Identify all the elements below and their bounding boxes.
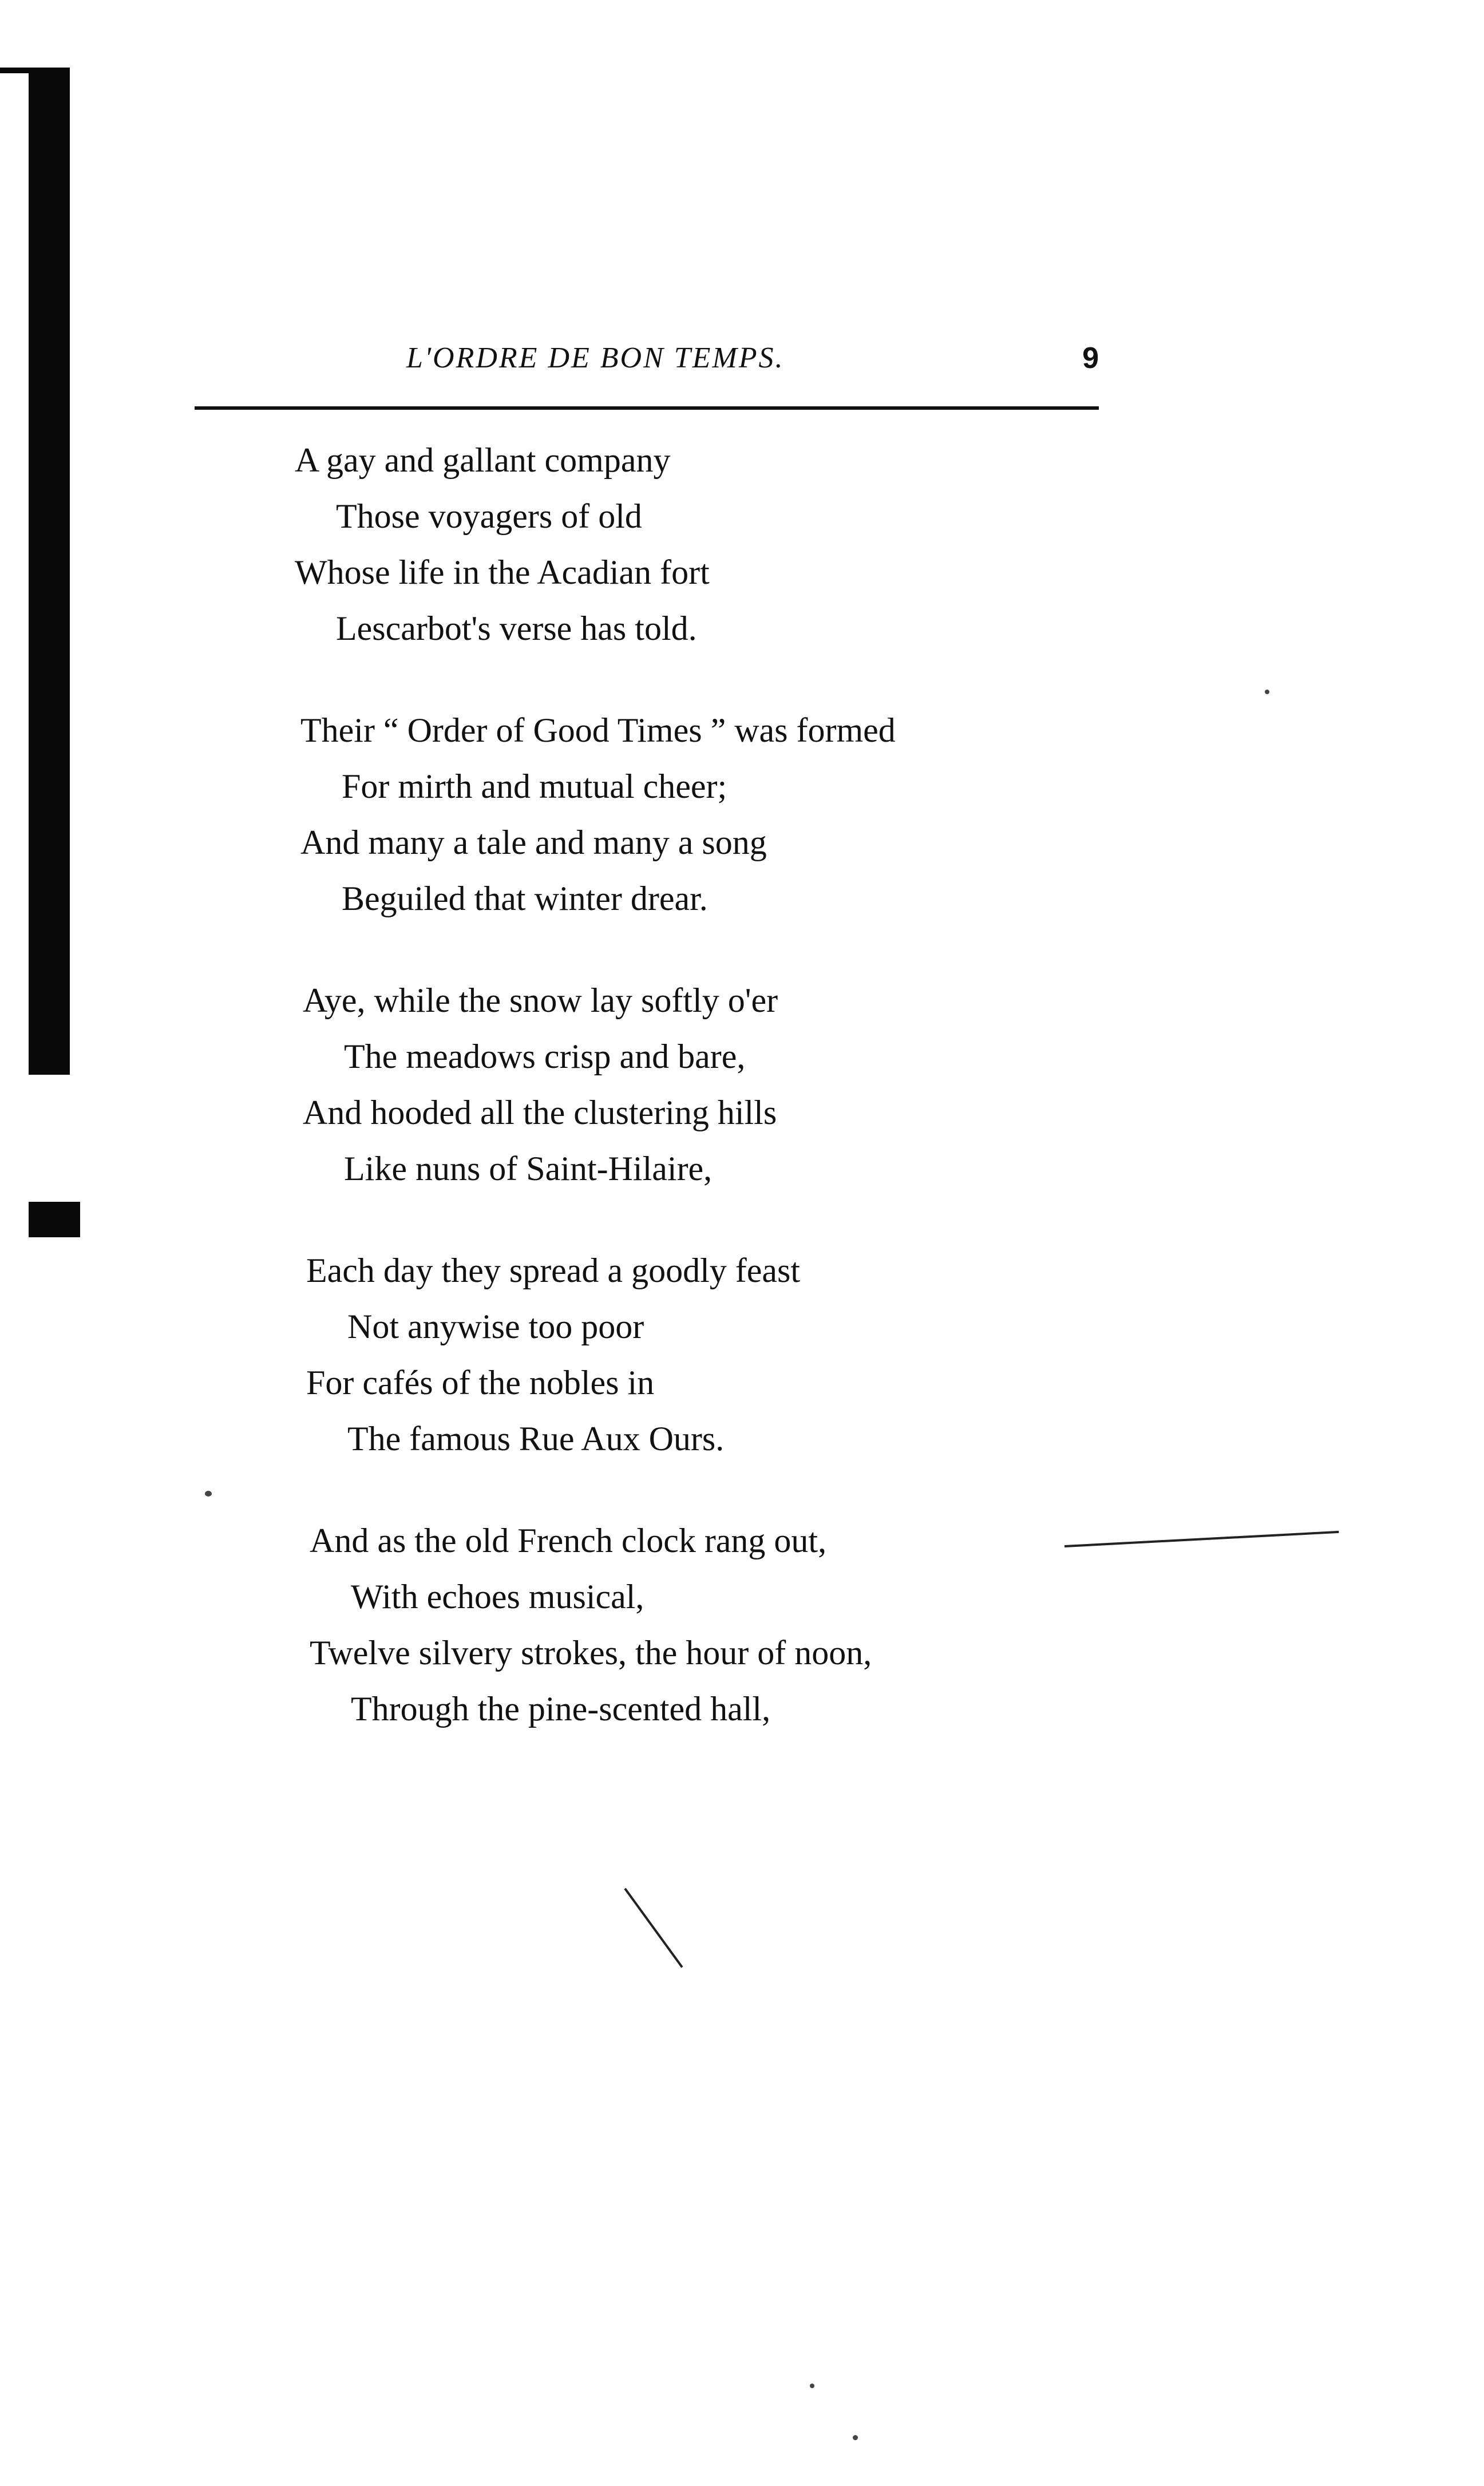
scan-speck: [205, 1491, 212, 1497]
poem-line: The meadows crisp and bare,: [344, 1038, 746, 1075]
scan-speck: [810, 2384, 814, 2388]
scan-stray-mark: [1064, 1531, 1339, 1547]
poem-line: With echoes musical,: [351, 1578, 644, 1616]
scan-speck: [1265, 690, 1269, 694]
poem-line: Those voyagers of old: [336, 497, 642, 535]
poem-line: The famous Rue Aux Ours.: [347, 1420, 725, 1458]
poem: [295, 432, 1096, 1783]
poem-line: Like nuns of Saint-Hilaire,: [344, 1150, 713, 1187]
poem-line: Beguiled that winter drear.: [342, 880, 708, 917]
scan-stray-slash: [624, 1888, 683, 1968]
poem-line: And hooded all the clustering hills: [303, 1094, 777, 1131]
poem-line: Through the pine-scented hall,: [351, 1690, 771, 1728]
poem-line: Lescarbot's verse has told.: [336, 609, 697, 647]
scan-edge-bar: [29, 68, 70, 1075]
poem-line: Their “ Order of Good Times ” was formed: [300, 711, 896, 749]
stanza-2: [300, 702, 1096, 927]
poem-line: Each day they spread a goodly feast: [306, 1252, 800, 1289]
poem-line: Twelve silvery strokes, the hour of noon,: [310, 1634, 872, 1672]
poem-line: For mirth and mutual cheer;: [342, 767, 727, 805]
stanza-1: [295, 432, 1096, 656]
poem-line: Not anywise too poor: [347, 1308, 644, 1345]
poem-line: Whose life in the Acadian fort: [295, 553, 710, 591]
running-head: [195, 341, 1099, 381]
stanza-4: [306, 1242, 1096, 1467]
poem-line: For cafés of the nobles in: [306, 1364, 655, 1402]
stanza-3: [303, 972, 1096, 1197]
poem-line: Aye, while the snow lay softly o'er: [303, 981, 778, 1019]
poem-line: And as the old French clock rang out,: [310, 1522, 827, 1559]
stanza-5: [310, 1513, 1096, 1737]
poem-line: A gay and gallant company: [295, 441, 671, 479]
running-title: L'ORDRE DE BON TEMPS.: [406, 342, 785, 374]
scan-speck: [853, 2435, 858, 2440]
page-number: 9: [1082, 342, 1099, 375]
header-rule: [195, 406, 1099, 410]
scan-edge-block: [29, 1202, 80, 1237]
poem-line: And many a tale and many a song: [300, 824, 767, 861]
